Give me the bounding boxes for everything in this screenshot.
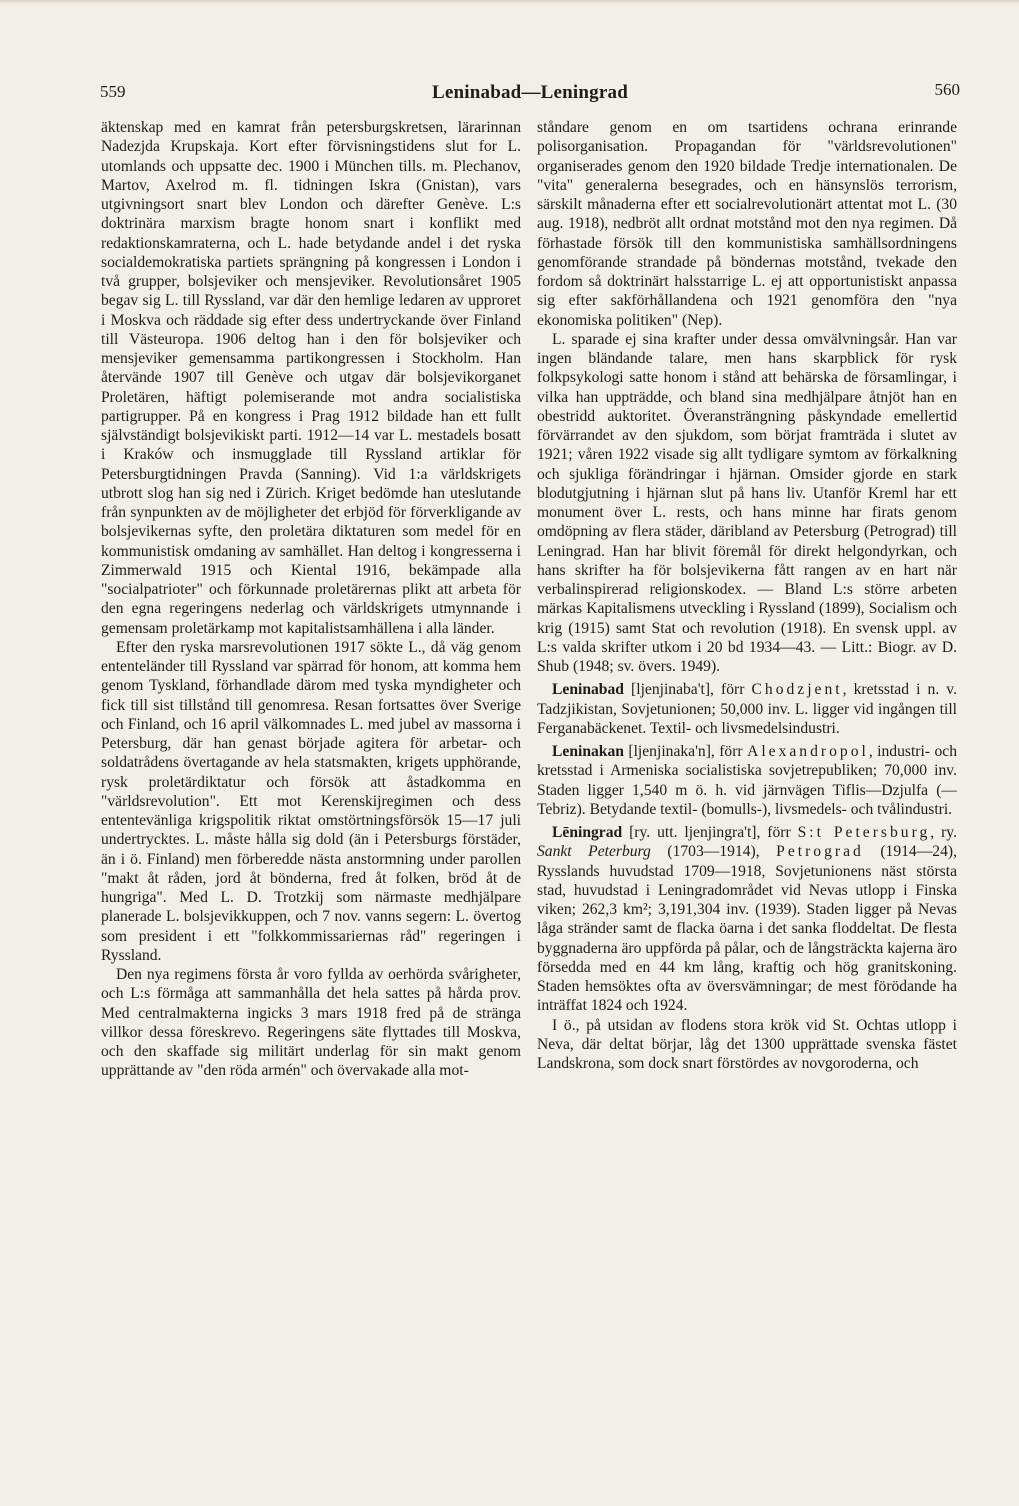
page-number-right: 560 — [934, 80, 960, 99]
headword-leninakan: Leninakan — [552, 743, 624, 760]
right-column — [537, 118, 957, 1073]
page-header — [100, 82, 960, 108]
paragraph: ståndare genom en om tsartidens ochrana erinrande polisorganisation. Propagandan för "världsrevolutionen" organiserades genom den 1920 bildade Tredje internationalen. De "vita" generalerna besegrades, och en hänsynslös terrorism, särskilt månaderna efter ett socialrevolutionärt attentat mot L. (30 aug. 1918), nedbröt allt ordnat motstånd mot den nya regimen. Då förhastade försök till den kommunistiska samhällsordningens genomförande strandade på böndernas motstånd, tvekade den fordom så doktrinärt halsstarrige L. ej att opportunistiskt anpassa sig efter sakförhållandena och 1921 genomföra den "nya ekonomiska politiken" (Nep). — [537, 119, 957, 329]
scan-top-edge — [0, 0, 1019, 4]
paragraph: Den nya regimens första år voro fyllda av oerhörda svårigheter, och L:s förmåga att sammanhålla det hela sattes på hårda prov. Med centralmakterna ingicks 3 mars 1918 fred på de stränga villkor dessa föreskrevo. Regeringens säte flyttades till Moskva, och den skaffade sig militärt underlag för sin makt genom upprättande av "den röda armén" och övervakade alla mot- — [101, 966, 521, 1080]
running-head-title: Leninabad—Leningrad — [432, 82, 628, 103]
paragraph: I ö., på utsidan av flodens stora krök vid St. Ochtas utlopp i Neva, där deltat börjar, låg det 1300 upprättade svenska fästet Landskrona, som dock snart förstördes av novgoroderna, och — [537, 1016, 957, 1072]
page-number-left: 559 — [100, 82, 126, 101]
entry-leninakan: Leninakan [ljenjinaka'n], förr Alexandropol, industri- och kretsstad i Armeniska socialistiska sovjetrepubliken; 70,000 inv. Staden ligger 1,540 m ö. h. vid järnvägen Tiflis—Dzjulfa (—Tebriz). Betydande textil- (bomulls-), livsmedels- och tvålindustri. — [537, 743, 957, 818]
paragraph: äktenskap med en kamrat från petersburgskretsen, lärarinnan Nadezjda Krupskaja. Kort efter förvisningstidens slut for L. utomlands och uppsatte dec. 1900 i München tills. m. Plechanov, Martov, Axelrod m. fl. tidningen Iskra (Gnistan), vars utgivningsort snart blev London och därefter Genève. L:s doktrinära marxism bragte honom snart i konflikt med redaktionskamraterna, och L. hade betydande andel i det ryska socialdemokratiska partiets sprängning på kongressen i London i två grupper, bolsjeviker och mensjeviker. Revolutionsåret 1905 begav sig L. till Ryssland, var där den hemlige ledaren av upproret i Moskva och räddade sig efter dess undertryckande över Finland till Västeuropa. 1906 deltog han i den för bolsjeviker och mensjeviker gemensamma partikongressen i Stockholm. Han återvände 1907 till Genève och utgav där bolsjevikorganet Proletären, häftigt polemiserande mot andra socialistiska partigrupper. På en kongress i Prag 1912 bildade han ett fullt självständigt bolsjevikiskt parti. 1912—14 var L. mestadels bosatt i Kraków och insmugglade till Ryssland artiklar för Petersburgtidningen Pravda (Sanning). Vid 1:a världskrigets utbrott slog han sig ned i Zürich. Kriget bedömde han uteslutande från synpunkten av de möjligheter det erbjöd för förverkligande av bolsjevikernas syfte, den proletära diktaturen som medel för en kommunistisk omdaning av samhället. Han deltog i kongresserna i Zimmerwald 1915 och Kiental 1916, bekämpade alla "socialpatrioter" och förkunnade proletärernas plikt att arbeta för den egna regeringens nederlag och världskrigets utmynnande i gemensam proletärkamp mot kapitalistsamhällena i alla länder. — [101, 119, 521, 637]
paragraph: L. sparade ej sina krafter under dessa omvälvningsår. Han var ingen bländande talare, men hans skarpblick för rysk folkpsykologi satte honom i stånd att behärska de församlingar, i vilka han uppträdde, och bland sina medhjälpare åtnjöt han en obestridd auktoritet. Överansträngning påskyndade emellertid förvärrandet av den sjukdom, som börjat framträda i slutet av 1921; våren 1922 visade sig allt tydligare symtom av förkalkning och sjukliga förändringar i hjärnan. Omsider gjorde en stark blodutgjutning i hjärnan slut på hans liv. Utanför Kreml har ett monument över L. rests, och hans minne har firats genom omdöpning av flera städer, däribland av Petersburg (Petrograd) till Leningrad. Han har blivit föremål för direkt helgondyrkan, och hans skrifter ha för bolsjevikerna fått rangen av en hart när verbalinspirerad religionskodex. — Bland L:s större arbeten märkas Kapitalismens utveckling i Ryssland (1899), Socialism och krig (1915) samt Stat och revolution (1918). En svensk uppl. av L:s valda skrifter utkom i 20 bd 1934—43. — Litt.: Biogr. av D. Shub (1948; sv. övers. 1949). — [537, 330, 957, 675]
left-column — [101, 118, 521, 1081]
headword-leninabad: Leninabad — [552, 681, 624, 699]
entry-leninabad: Leninabad [ljenjinaba't], förr Chodzjent, kretsstad i n. v. Tadzjikistan, Sovjetunionen; 50,000 inv. L. ligger vid ingången till Ferganabäckenet. Textil- och livsmedelsindustri. — [537, 681, 957, 737]
entry-leningrad: Lēningrad [ry. utt. ljenjingra't], förr S:t Petersburg, ry. Sankt Peterburg (1703—1914), Petrograd (1914—24), Rysslands huvudstad 1709—1918, Sovjetunionens näst största stad, huvudstad i Leningradområdet vid Nevas utlopp i Finska viken; 262,3 km²; 3,191,304 inv. (1939). Staden ligger på Nevas låga stränder samt de flacka öarna i det sanka floddeltat. De flesta byggnaderna äro uppförda på pålar, och de långsträckta kajerna äro försedda med en 44 km lång, kraftig och hög granitskoning. Staden hemsöktes ofta av översvämningar; de mest förödande ha inträffat 1824 och 1924. — [537, 824, 957, 1015]
paragraph: Efter den ryska marsrevolutionen 1917 sökte L., då väg genom ententeländer till Ryssland var spärrad för honom, att komma hem genom Tyskland, förhandlade därom med tyska myndigheter och fick till sist tillstånd till genomresa. Resan fortsattes över Sverige och Finland, och 16 april välkomnades L. med jubel av massorna i Petersburg, där han genast började agitera för arbetar- och soldatrådens övertagande av hela statsmakten, krigets upphörande, rysk proletärdiktatur och försök att åstadkomma en "världsrevolution". Ett mot Kerenskijregimen och dess ententevänliga krigspolitik riktat omstörtningsförsök 15—17 juli undertrycktes. L. måste hålla sig dold (än i Petersburgs förstäder, än i ö. Finland) men förberedde nästa anstormning under parollen "makt åt råden, jord åt bönderna, fred åt folken, bröd åt de hungriga". Med L. D. Trotzkij som närmaste medhjälpare planerade L. bolsjevikkuppen, och 7 nov. vanns segern: L. övertog som president i ett "folkkommissariernas råd" regeringen i Ryssland. — [101, 638, 521, 964]
headword-leningrad: Lēningrad — [552, 824, 623, 841]
